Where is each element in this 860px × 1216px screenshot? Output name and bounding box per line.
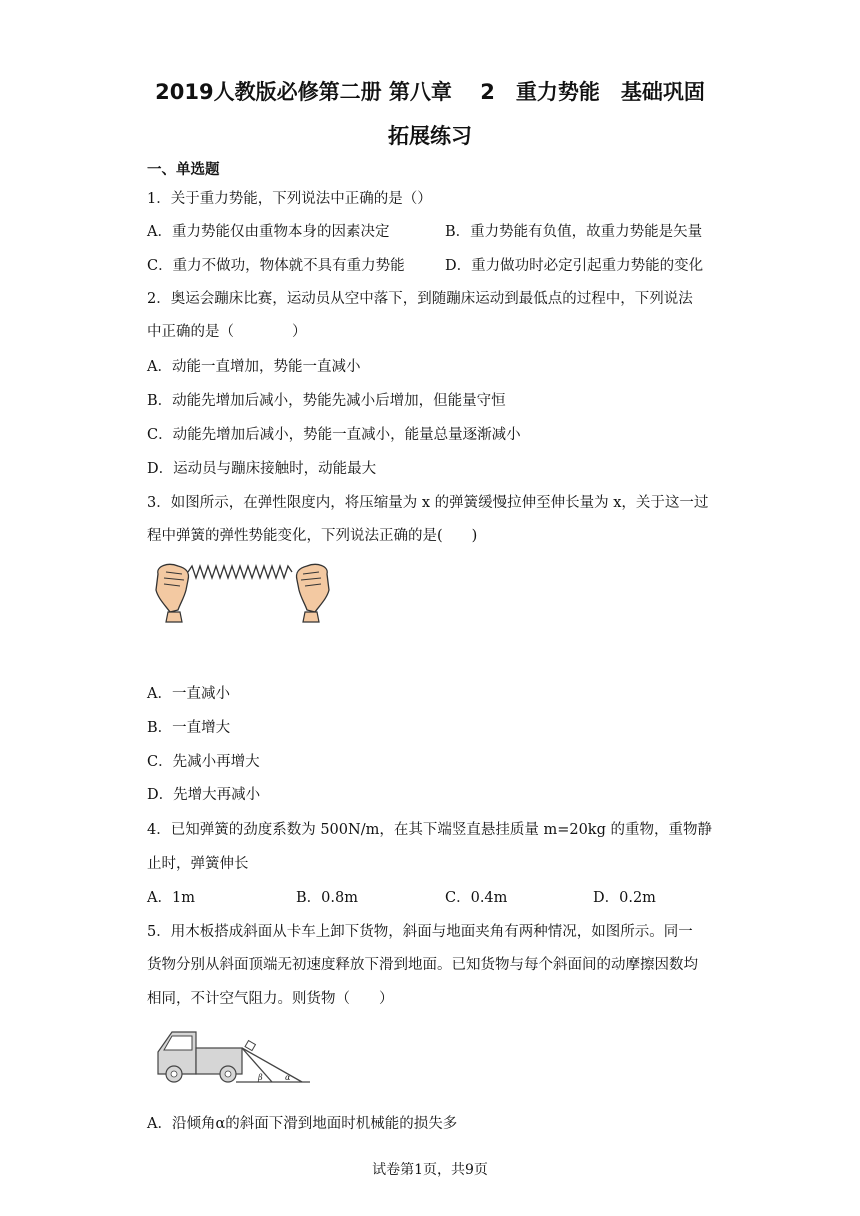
question-1-option-a: A．重力势能仅由重物本身的因素决定 [147, 224, 390, 240]
question-1-option-c: C．重力不做功，物体就不具有重力势能 [147, 258, 405, 274]
question-5-stem: 5．用木板搭成斜面从卡车上卸下货物，斜面与地面夹角有两种情况，如图所示。同一 [147, 924, 693, 940]
question-5-stem-cont: 货物分别从斜面顶端无初速度释放下滑到地面。已知货物与每个斜面间的动摩擦因数均 [147, 957, 698, 973]
left-hand-icon [156, 564, 189, 622]
ramp-beta [242, 1048, 272, 1082]
question-5-option-a: A．沿倾角α的斜面下滑到地面时机械能的损失多 [147, 1116, 458, 1132]
angle-label-alpha: α [285, 1073, 291, 1082]
question-2-option-b: B．动能先增加后减小，势能先减小后增加，但能量守恒 [147, 393, 506, 409]
question-2-stem-cont: 中正确的是（ ） [147, 324, 307, 340]
question-4-option-d: D．0.2m [593, 890, 656, 906]
question-3-option-c: C．先减小再增大 [147, 754, 260, 770]
right-hand-icon [296, 564, 329, 622]
angle-label-beta: β [258, 1073, 263, 1082]
question-3-option-d: D．先增大再减小 [147, 787, 261, 803]
question-5-stem-cont2: 相同，不计空气阻力。则货物（ ） [147, 991, 394, 1007]
question-3-option-b: B．一直增大 [147, 720, 231, 736]
question-4-option-c: C．0.4m [445, 890, 508, 906]
section-heading: 一、单选题 [147, 162, 220, 178]
question-2-option-c: C．动能先增加后减小，势能一直减小，能量总量逐渐减小 [147, 427, 521, 443]
question-3-stem-cont: 程中弹簧的弹性势能变化，下列说法正确的是( ) [147, 528, 478, 544]
question-1-option-b: B．重力势能有负值，故重力势能是矢量 [445, 224, 703, 240]
page-footer: 试卷第1页，共9页 [372, 1162, 488, 1178]
question-2-stem: 2．奥运会蹦床比赛，运动员从空中落下，到随蹦床运动到最低点的过程中，下列说法 [147, 291, 693, 307]
question-1-stem: 1．关于重力势能，下列说法中正确的是（） [147, 191, 432, 207]
question-4-stem-cont: 止时，弹簧伸长 [147, 856, 249, 872]
spring-icon [188, 566, 292, 578]
spring-hands-figure [150, 560, 335, 625]
question-4-stem: 4．已知弹簧的劲度系数为 500N/m，在其下端竖直悬挂质量 m=20kg 的重物，重物静 [147, 822, 712, 838]
question-2-option-d: D．运动员与蹦床接触时，动能最大 [147, 461, 377, 477]
question-3-option-a: A．一直减小 [147, 686, 230, 702]
question-1-option-d: D．重力做功时必定引起重力势能的变化 [445, 258, 704, 274]
page-title-line2: 拓展练习 [388, 124, 472, 148]
cargo-box [245, 1041, 255, 1051]
question-4-option-a: A．1m [147, 890, 195, 906]
page-title: 2019人教版必修第二册 第八章 2 重力势能 基础巩固 [155, 80, 705, 104]
question-4-option-b: B．0.8m [296, 890, 358, 906]
truck-ramp-figure [152, 1024, 317, 1086]
question-2-option-a: A．动能一直增加，势能一直减小 [147, 359, 361, 375]
ramp-alpha [242, 1048, 302, 1082]
question-3-stem: 3．如图所示，在弹性限度内，将压缩量为 x 的弹簧缓慢拉伸至伸长量为 x，关于这一过 [147, 495, 709, 511]
